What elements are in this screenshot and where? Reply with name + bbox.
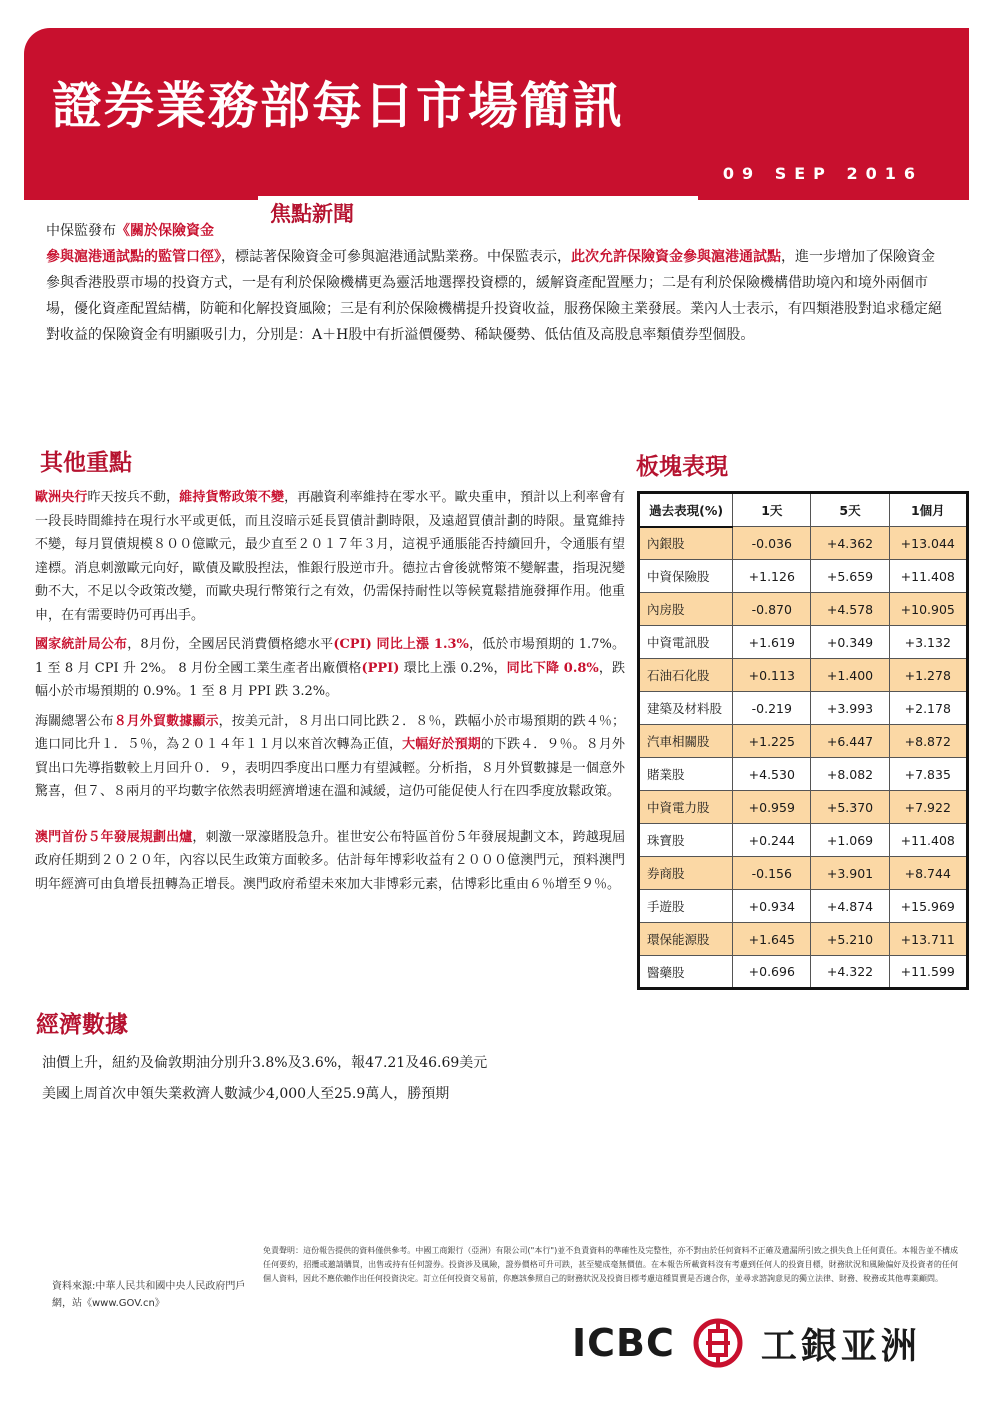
sector-value-cell: +1.069 (811, 824, 889, 857)
sector-name-cell: 賭業股 (639, 758, 733, 791)
news-nbs-ppi-yoy: 同比下降 0.8% (506, 660, 599, 676)
news-ecb-text-1: 昨天按兵不動， (87, 490, 180, 505)
table-row (639, 923, 968, 956)
sector-value-cell: +0.349 (811, 626, 889, 659)
news-nbs-text-3: 環比上漲 0.2%， (399, 660, 507, 676)
sector-value-cell: +3.132 (889, 626, 967, 659)
sector-value-cell: -0.219 (733, 692, 811, 725)
table-row (639, 527, 968, 560)
sector-value-cell: +4.322 (811, 956, 889, 989)
sector-name-cell: 石油石化股 (639, 659, 733, 692)
col-header-5d: 5天 (811, 493, 889, 527)
economic-data-list (42, 1048, 487, 1110)
sector-name-cell: 醫藥股 (639, 956, 733, 989)
sector-value-cell: +0.244 (733, 824, 811, 857)
sector-value-cell: +15.969 (889, 890, 967, 923)
sector-value-cell: +2.178 (889, 692, 967, 725)
sector-value-cell: +8.872 (889, 725, 967, 758)
news-customs-highlight: ８月外貿數據顯示 (113, 713, 219, 729)
focus-text-a: 中保監發布 (46, 223, 116, 239)
table-row (639, 956, 968, 989)
sector-value-cell: +1.400 (811, 659, 889, 692)
table-row (639, 692, 968, 725)
sector-value-cell: +8.082 (811, 758, 889, 791)
sector-value-cell: +0.934 (733, 890, 811, 923)
news-customs-text-1: ，按美元計，８月出口同比跌２．８％，跌幅小於市場預期的跌４％；進口同比升１．５％，為２０１４年１１月以來首次轉為正值， (35, 713, 625, 752)
news-customs (35, 710, 625, 804)
header-banner (24, 28, 969, 200)
sector-value-cell: -0.156 (733, 857, 811, 890)
table-row (639, 626, 968, 659)
news-macau (35, 826, 625, 897)
news-nbs (35, 633, 625, 704)
sector-value-cell: +10.905 (889, 593, 967, 626)
economic-item: 油價上升，紐約及倫敦期油分別升3.8%及3.6%，報47.21及46.69美元 (42, 1055, 488, 1071)
news-nbs-source: 國家統計局公布 (35, 637, 128, 652)
sector-name-cell: 建築及材料股 (639, 692, 733, 725)
sector-value-cell: +5.370 (811, 791, 889, 824)
sector-value-cell: +1.126 (733, 560, 811, 593)
news-ecb-source: 歐洲央行 (35, 490, 88, 505)
sector-name-cell: 券商股 (639, 857, 733, 890)
data-source-note: 資料來源:中華人民共和國中央人民政府門戶網，站《www.GOV.cn》 (52, 1281, 246, 1309)
sector-value-cell: +1.645 (733, 923, 811, 956)
sector-value-cell: +1.225 (733, 725, 811, 758)
sector-value-cell: +7.922 (889, 791, 967, 824)
focus-highlight-b: 《關於保險資金 (116, 223, 214, 239)
sector-value-cell: +1.619 (733, 626, 811, 659)
economic-item: 美國上周首次申領失業救濟人數減少4,000人至25.9萬人，勝預期 (42, 1086, 450, 1102)
news-customs-highlight-2: 大幅好於預期 (402, 737, 481, 752)
sector-name-cell: 環保能源股 (639, 923, 733, 956)
col-header-1d: 1天 (733, 493, 811, 527)
news-macau-highlight: 澳門首份５年發展規劃出爐 (35, 829, 193, 845)
logo-text-en: ICBC (572, 1321, 675, 1365)
sector-value-cell: +4.874 (811, 890, 889, 923)
table-row (639, 791, 968, 824)
col-header-period: 過去表現(%) (639, 493, 733, 527)
news-ecb (35, 486, 625, 627)
col-header-1m: 1個月 (889, 493, 967, 527)
news-nbs-cpi: (CPI) 同比上漲 1.3% (333, 637, 469, 652)
sector-value-cell: +11.408 (889, 560, 967, 593)
sector-name-cell: 中資保險股 (639, 560, 733, 593)
table-header-row (639, 493, 968, 527)
table-row (639, 725, 968, 758)
focus-news-heading: 焦點新聞 (270, 202, 354, 226)
icbc-logo (572, 1318, 921, 1368)
sector-value-cell: +4.578 (811, 593, 889, 626)
sector-value-cell: +0.113 (733, 659, 811, 692)
news-ecb-text-2: ，再融資利率維持在零水平。歐央重申，預計以上利率會有一段長時間維持在現行水平或更低，而且沒暗示延長買債計劃時限，及遠超買債計劃的時限。量寬維持不變，每月買債規模８００億歐元，最少直至２０１７年３月，這視乎通脹能否持續回升，令通脹有望達標。消息刺激歐元向好，歐債及歐股揑法，惟銀行股逆市升。德拉古會後就幣策不變解畫，指現況變動不大，不足以令政策改變，而歐央現行幣策行之有效，仍需保持耐性以等候寬鬆措施發揮作用。他重申，在有需要時仍可再出手。 (35, 490, 625, 623)
icbc-emblem-icon (693, 1318, 743, 1368)
sector-value-cell: +7.835 (889, 758, 967, 791)
sector-value-cell: +13.044 (889, 527, 967, 560)
focus-highlight-c: 參與滬港通試點的監管口徑》 (46, 249, 221, 265)
disclaimer-text: 免責聲明：這份報告提供的資料僅供參考。中國工商銀行（亞洲）有限公司("本行")並不負責資料的準確性及完整性，亦不對由於任何資料不正確及遺漏所引致之損失負上任何責任。本報告並不構成任何要約，招攬或邀請購買，出售或持有任何證券。投資涉及風險，證券價格可升可跌，甚至變成毫無價值。在本報告所載資料沒有考慮到任何人的投資目標，財務狀況和風險偏好及投資者的任何個人資料，因此不應依賴作出任何投資決定。訂立任何投資交易前，你應該參照自己的財務狀況及投資目標考慮這種買賣是否適合你，並尋求諮詢意見的獨立法律、財務、稅務或其他專業顧問。 (263, 1246, 958, 1283)
sector-performance-heading: 板塊表現 (636, 454, 728, 480)
table-row (639, 890, 968, 923)
sector-name-cell: 中資電訊股 (639, 626, 733, 659)
sector-value-cell: +3.993 (811, 692, 889, 725)
news-nbs-text-1: ，8月份，全國居民消費價格總水平 (127, 637, 334, 652)
sector-value-cell: +1.278 (889, 659, 967, 692)
sector-name-cell: 內銀股 (639, 527, 733, 560)
sector-value-cell: +6.447 (811, 725, 889, 758)
sector-value-cell: +11.408 (889, 824, 967, 857)
table-row (639, 593, 968, 626)
table-row (639, 857, 968, 890)
focus-text-d: ，標誌著保險資金可參與滬港通試點業務。中保監表示， (221, 249, 571, 265)
logo-text-cn: 工銀亚洲 (760, 1325, 921, 1367)
table-row (639, 824, 968, 857)
sector-value-cell: +5.210 (811, 923, 889, 956)
other-highlights-body (35, 486, 625, 902)
focus-news-paragraph (46, 218, 946, 348)
news-nbs-text-4: ，跌幅小於市場預期的 0.9%。1 至 8 月 PPI 跌 3.2%。 (35, 660, 626, 699)
news-customs-text-2: 的下跌４．９％。８月外貿出口先導指數較上月回升０．９，表明四季度出口壓力有望減輕。分析指，８月外貿數據是一個意外驚喜，但７、８兩月的平均數字依然表明經濟增速在溫和減緩，這仍可能促使人行在四季度放鬆政策。 (35, 737, 625, 799)
sector-value-cell: +8.744 (889, 857, 967, 890)
news-nbs-text-2: ，低於市場預期的 1.7%。1 至 8 月 CPI 升 2%。 8 月份全國工業生產者出廠價格 (35, 637, 625, 676)
focus-line-1 (46, 218, 946, 244)
page-title: 證券業務部每日市場簡訊 (52, 77, 624, 135)
table-row (639, 758, 968, 791)
news-nbs-ppi: (PPI) (361, 660, 400, 676)
sector-name-cell: 汽車相關股 (639, 725, 733, 758)
sector-name-cell: 手遊股 (639, 890, 733, 923)
sector-value-cell: +0.696 (733, 956, 811, 989)
sector-value-cell: +0.959 (733, 791, 811, 824)
sector-name-cell: 中資電力股 (639, 791, 733, 824)
sector-value-cell: +13.711 (889, 923, 967, 956)
sector-name-cell: 內房股 (639, 593, 733, 626)
sector-value-cell: +4.530 (733, 758, 811, 791)
sector-name-cell: 珠寶股 (639, 824, 733, 857)
news-ecb-highlight: 維持貨幣政策不變 (179, 490, 285, 505)
table-row (639, 560, 968, 593)
focus-text-f: ，進一步增加了保險資金參與香港股票市場的投資方式，一是有利於保險機構更為靈活地選擇投資標的，緩解資產配置壓力；二是有利於保險機構借助境內和境外兩個市場，優化資產配置結構，防範和化解投資風險；三是有利於保險機構提升投資收益，服務保險主業發展。業內人士表示，有四類港股對追求穩定絕對收益的保險資金有明顯吸引力，分別是：A＋H股中有折溢價優勢、稀缺優勢、低估值及高股息率類債券型個股。 (46, 249, 942, 343)
news-customs-source: 海關總署公布 (35, 713, 114, 729)
sector-value-cell: +3.901 (811, 857, 889, 890)
news-macau-text: ，刺激一眾濠賭股急升。崔世安公布特區首份５年發展規劃文本，跨越現屆政府任期到２０２０年，內容以民生政策方面較多。估計每年博彩收益有２０００億澳門元，預料澳門明年經濟可由負增長扭轉為正增長。澳門政府希望未來加大非博彩元素，估博彩比重由６％增至９％。 (35, 829, 625, 892)
sector-value-cell: +4.362 (811, 527, 889, 560)
sector-performance-table (637, 491, 969, 990)
other-highlights-heading: 其他重點 (40, 450, 132, 476)
table-row (639, 659, 968, 692)
economic-data-heading: 經濟數據 (36, 1012, 128, 1038)
sector-value-cell: -0.870 (733, 593, 811, 626)
sector-value-cell: +11.599 (889, 956, 967, 989)
sector-value-cell: +5.659 (811, 560, 889, 593)
sector-value-cell: -0.036 (733, 527, 811, 560)
focus-highlight-e: 此次允許保險資金參與滬港通試點 (571, 249, 781, 265)
report-date: 09 SEP 2016 (722, 164, 923, 183)
